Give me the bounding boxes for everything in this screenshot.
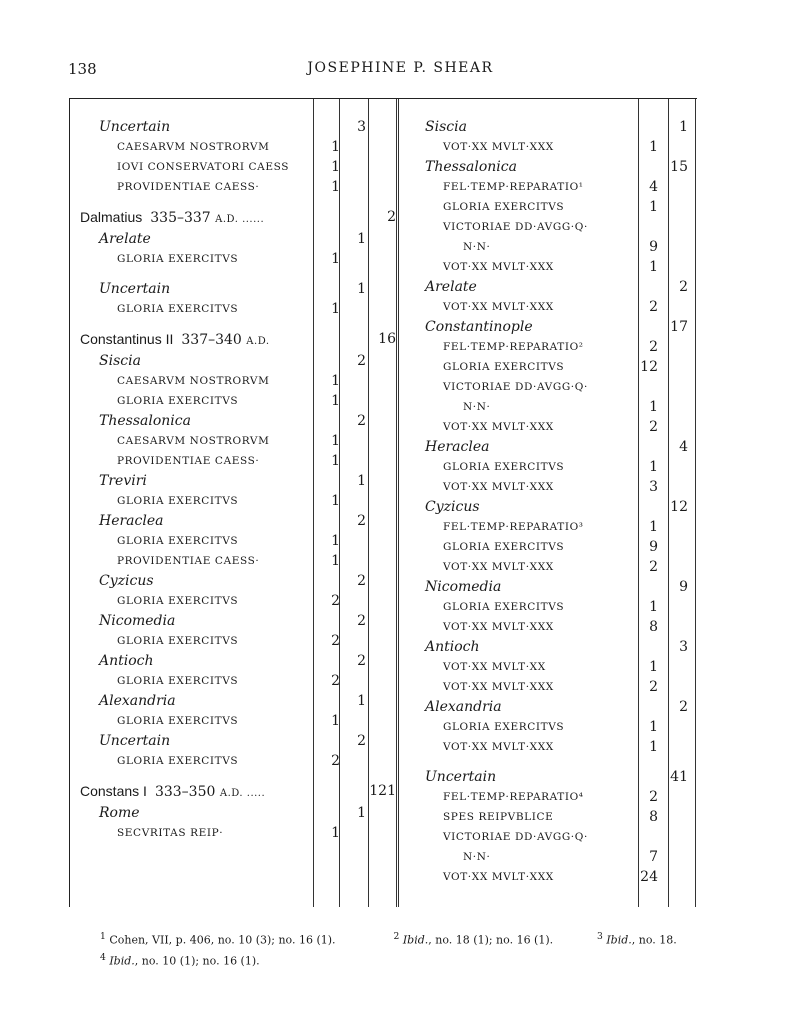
emperor-heading (80, 783, 265, 800)
spacer (70, 199, 400, 209)
legend-row (400, 599, 697, 619)
mint-total: 3 (679, 639, 688, 655)
coin-legend: GLORIA EXERCITVS (117, 715, 239, 727)
coin-legend: VOT·XX MVLT·XXX (443, 741, 554, 753)
legend-count: 1 (331, 453, 340, 469)
legend-count: 1 (331, 179, 340, 195)
legend-count: 1 (331, 393, 340, 409)
mint-row (70, 231, 400, 251)
legend-count: 1 (649, 259, 658, 275)
mint-row (70, 613, 400, 633)
legend-row (400, 539, 697, 559)
coin-legend: VICTORIAE DD·AVGG·Q· (443, 381, 588, 393)
legend-count: 1 (649, 199, 658, 215)
mint-total: 2 (357, 353, 366, 369)
legend-count: 1 (649, 719, 658, 735)
coin-legend: VOT·XX MVLT·XXX (443, 871, 554, 883)
legend-row (400, 179, 697, 199)
mint-name: Uncertain (99, 733, 171, 749)
reign-dates: 335–337 (150, 210, 211, 226)
mint-name: Treviri (99, 473, 147, 489)
mint-total: 2 (357, 653, 366, 669)
coin-legend: VOT·XX MVLT·XXX (443, 561, 554, 573)
legend-row (70, 179, 400, 199)
mint-name: Arelate (99, 231, 151, 247)
mint-total: 1 (679, 119, 688, 135)
coin-legend: VOT·XX MVLT·XXX (443, 301, 554, 313)
emperor-row (70, 783, 400, 805)
coin-legend: VOT·XX MVLT·XXX (443, 141, 554, 153)
legend-count: 7 (649, 849, 658, 865)
legend-row (400, 719, 697, 739)
legend-row (400, 199, 697, 219)
legend-row (400, 419, 697, 439)
legend-count: 1 (331, 825, 340, 841)
legend-count: 2 (649, 339, 658, 355)
reign-dates: 337–340 (181, 332, 242, 348)
legend-row (400, 259, 697, 279)
mint-name: Siscia (425, 119, 467, 135)
legend-row (400, 619, 697, 639)
legend-count: 1 (331, 713, 340, 729)
legend-row (70, 533, 400, 553)
legend-row (400, 399, 697, 419)
coin-legend: CAESARVM NOSTRORVM (117, 435, 270, 447)
emperor-row (70, 209, 400, 231)
legend-count: 1 (331, 139, 340, 155)
mint-row (70, 281, 400, 301)
coin-legend: VOT·XX MVLT·XXX (443, 481, 554, 493)
legend-row (70, 825, 400, 845)
legend-row (400, 479, 697, 499)
coin-legend: FEL·TEMP·REPARATIO¹ (443, 181, 584, 193)
legend-row (70, 251, 400, 271)
emperor-total: 121 (369, 783, 396, 799)
footnote-4: $^4$ Ibid., no. 10 (1); no. 16 (1). (100, 951, 260, 968)
coin-legend: VOT·XX MVLT·XX (443, 661, 546, 673)
coin-legend: VICTORIAE DD·AVGG·Q· (443, 831, 588, 843)
coin-legend: GLORIA EXERCITVS (117, 303, 239, 315)
coin-legend: SPES REIPVBLICE (443, 811, 554, 823)
mint-row (400, 639, 697, 659)
running-title: JOSEPHINE P. SHEAR (307, 60, 494, 76)
legend-count: 2 (649, 679, 658, 695)
legend-row (70, 393, 400, 413)
coin-legend: PROVIDENTIAE CAESS· (117, 181, 260, 193)
legend-count: 2 (649, 789, 658, 805)
legend-count: 1 (649, 599, 658, 615)
legend-row (400, 239, 697, 259)
coin-legend: CAESARVM NOSTRORVM (117, 141, 270, 153)
coin-legend: N·N· (463, 401, 491, 413)
mint-row (400, 279, 697, 299)
mint-total: 1 (357, 805, 366, 821)
legend-row (400, 829, 697, 849)
legend-count: 1 (649, 659, 658, 675)
mint-total: 2 (357, 733, 366, 749)
mint-name: Heraclea (425, 439, 490, 455)
legend-count: 8 (649, 809, 658, 825)
mint-row (70, 733, 400, 753)
legend-count: 2 (649, 559, 658, 575)
mint-row (70, 353, 400, 373)
legend-row (400, 789, 697, 809)
legend-count: 4 (649, 179, 658, 195)
coin-legend: VOT·XX MVLT·XXX (443, 681, 554, 693)
legend-row (70, 633, 400, 653)
footnote-3: $^3$ Ibid., no. 18. (597, 931, 677, 947)
mint-total: 1 (357, 693, 366, 709)
legend-count: 1 (331, 251, 340, 267)
legend-row (400, 359, 697, 379)
legend-row (400, 659, 697, 679)
legend-row (400, 219, 697, 239)
mint-row (70, 413, 400, 433)
legend-row (70, 139, 400, 159)
emperor-name: Constans I (80, 783, 147, 799)
legend-count: 8 (649, 619, 658, 635)
mint-row (70, 473, 400, 493)
legend-count: 1 (331, 159, 340, 175)
mint-row (400, 699, 697, 719)
footnote-1: $^1$ Cohen, VII, p. 406, no. 10 (3); no. 16 (1). (100, 931, 336, 947)
right-column (400, 119, 697, 889)
mint-name: Heraclea (99, 513, 164, 529)
legend-count: 1 (649, 739, 658, 755)
left-column (70, 119, 400, 845)
legend-row (400, 679, 697, 699)
legend-count: 1 (331, 553, 340, 569)
mint-row (70, 653, 400, 673)
legend-count: 1 (649, 519, 658, 535)
legend-row (70, 673, 400, 693)
legend-row (70, 713, 400, 733)
coin-legend: GLORIA EXERCITVS (443, 721, 565, 733)
mint-name: Nicomedia (425, 579, 502, 595)
coin-legend: GLORIA EXERCITVS (117, 595, 239, 607)
legend-count: 2 (649, 299, 658, 315)
mint-name: Cyzicus (425, 499, 480, 515)
mint-total: 2 (357, 513, 366, 529)
mint-row (400, 439, 697, 459)
mint-name: Nicomedia (99, 613, 176, 629)
coin-legend: GLORIA EXERCITVS (117, 495, 239, 507)
mint-row (400, 769, 697, 789)
coin-legend: GLORIA EXERCITVS (443, 201, 565, 213)
mint-name: Antioch (425, 639, 480, 655)
coin-legend: FEL·TEMP·REPARATIO² (443, 341, 584, 353)
legend-row (70, 493, 400, 513)
coin-legend: GLORIA EXERCITVS (443, 461, 565, 473)
footnote-2: $^2$ Ibid., no. 18 (1); no. 16 (1). (393, 931, 554, 947)
coin-legend: GLORIA EXERCITVS (117, 253, 239, 265)
coin-legend: GLORIA EXERCITVS (117, 535, 239, 547)
coin-legend: FEL·TEMP·REPARATIO⁴ (443, 791, 584, 803)
mint-total: 41 (670, 769, 688, 785)
legend-row (400, 299, 697, 319)
legend-count: 1 (649, 139, 658, 155)
coin-legend: VOT·XX MVLT·XXX (443, 621, 554, 633)
mint-total: 9 (679, 579, 688, 595)
legend-count: 1 (331, 493, 340, 509)
legend-count: 9 (649, 539, 658, 555)
coin-table (69, 98, 697, 907)
legend-count: 1 (331, 533, 340, 549)
legend-row (70, 593, 400, 613)
mint-name: Thessalonica (425, 159, 517, 175)
mint-row (70, 693, 400, 713)
legend-row (400, 849, 697, 869)
coin-legend: N·N· (463, 241, 491, 253)
legend-count: 3 (649, 479, 658, 495)
coin-legend: SECVRITAS REIP· (117, 827, 224, 839)
mint-total: 2 (357, 413, 366, 429)
mint-row (400, 119, 697, 139)
legend-count: 1 (331, 301, 340, 317)
legend-count: 2 (331, 633, 340, 649)
legend-count: 9 (649, 239, 658, 255)
era-marker: A.D. (246, 336, 270, 347)
mint-row (400, 499, 697, 519)
mint-total: 1 (357, 231, 366, 247)
coin-legend: CAESARVM NOSTRORVM (117, 375, 270, 387)
spacer (400, 759, 697, 769)
mint-name: Rome (99, 805, 140, 821)
coin-legend: GLORIA EXERCITVS (443, 361, 565, 373)
emperor-total: 2 (387, 209, 396, 225)
coin-legend: PROVIDENTIAE CAESS· (117, 555, 260, 567)
mint-total: 3 (357, 119, 366, 135)
mint-name: Uncertain (99, 119, 171, 135)
legend-count: 1 (331, 433, 340, 449)
legend-row (70, 553, 400, 573)
mint-name: Alexandria (99, 693, 176, 709)
mint-row (70, 805, 400, 825)
legend-row (400, 869, 697, 889)
coin-legend: GLORIA EXERCITVS (443, 541, 565, 553)
legend-row (70, 159, 400, 179)
mint-total: 2 (357, 613, 366, 629)
emperor-row (70, 331, 400, 353)
legend-count: 2 (331, 673, 340, 689)
mint-row (70, 573, 400, 593)
page-number: 138 (68, 60, 97, 78)
coin-legend: VOT·XX MVLT·XXX (443, 261, 554, 273)
coin-legend: N·N· (463, 851, 491, 863)
coin-legend: PROVIDENTIAE CAESS· (117, 455, 260, 467)
coin-legend: GLORIA EXERCITVS (117, 395, 239, 407)
mint-total: 17 (670, 319, 688, 335)
legend-row (400, 339, 697, 359)
emperor-heading (80, 331, 270, 348)
mint-total: 4 (679, 439, 688, 455)
spacer (70, 773, 400, 783)
emperor-name: Constantinus II (80, 331, 174, 347)
legend-count: 24 (640, 869, 658, 885)
mint-row (70, 513, 400, 533)
legend-row (400, 559, 697, 579)
coin-legend: IOVI CONSERVATORI CAESS (117, 161, 290, 173)
coin-legend: FEL·TEMP·REPARATIO³ (443, 521, 584, 533)
mint-total: 12 (670, 499, 688, 515)
mint-name: Arelate (425, 279, 477, 295)
legend-row (70, 373, 400, 393)
mint-total: 1 (357, 473, 366, 489)
spacer (70, 321, 400, 331)
coin-legend: GLORIA EXERCITVS (117, 635, 239, 647)
mint-name: Uncertain (99, 281, 171, 297)
legend-count: 1 (331, 373, 340, 389)
legend-row (400, 459, 697, 479)
mint-total: 15 (670, 159, 688, 175)
legend-count: 2 (331, 753, 340, 769)
emperor-heading (80, 209, 264, 226)
era-marker: A.D. ...... (215, 214, 265, 225)
legend-row (400, 809, 697, 829)
legend-count: 2 (649, 419, 658, 435)
legend-row (400, 739, 697, 759)
mint-total: 2 (679, 279, 688, 295)
mint-row (400, 319, 697, 339)
legend-row (400, 519, 697, 539)
legend-row (70, 433, 400, 453)
mint-name: Constantinople (425, 319, 533, 335)
legend-row (70, 753, 400, 773)
legend-count: 2 (331, 593, 340, 609)
mint-name: Antioch (99, 653, 154, 669)
mint-name: Siscia (99, 353, 141, 369)
coin-legend: VICTORIAE DD·AVGG·Q· (443, 221, 588, 233)
footnotes (100, 928, 677, 969)
emperor-total: 16 (378, 331, 396, 347)
legend-row (400, 139, 697, 159)
mint-row (70, 119, 400, 139)
legend-row (70, 453, 400, 473)
emperor-name: Dalmatius (80, 209, 143, 225)
mint-row (400, 579, 697, 599)
spacer (70, 271, 400, 281)
mint-total: 2 (679, 699, 688, 715)
legend-count: 1 (649, 399, 658, 415)
coin-legend: GLORIA EXERCITVS (117, 675, 239, 687)
mint-row (400, 159, 697, 179)
coin-legend: VOT·XX MVLT·XXX (443, 421, 554, 433)
era-marker: A.D. ..... (219, 788, 266, 799)
legend-count: 12 (640, 359, 658, 375)
mint-total: 2 (357, 573, 366, 589)
mint-name: Cyzicus (99, 573, 154, 589)
legend-row (70, 301, 400, 321)
coin-legend: GLORIA EXERCITVS (117, 755, 239, 767)
mint-name: Alexandria (425, 699, 502, 715)
coin-legend: GLORIA EXERCITVS (443, 601, 565, 613)
mint-name: Uncertain (425, 769, 497, 785)
mint-name: Thessalonica (99, 413, 191, 429)
reign-dates: 333–350 (154, 784, 216, 800)
mint-total: 1 (357, 281, 366, 297)
legend-count: 1 (649, 459, 658, 475)
legend-row (400, 379, 697, 399)
